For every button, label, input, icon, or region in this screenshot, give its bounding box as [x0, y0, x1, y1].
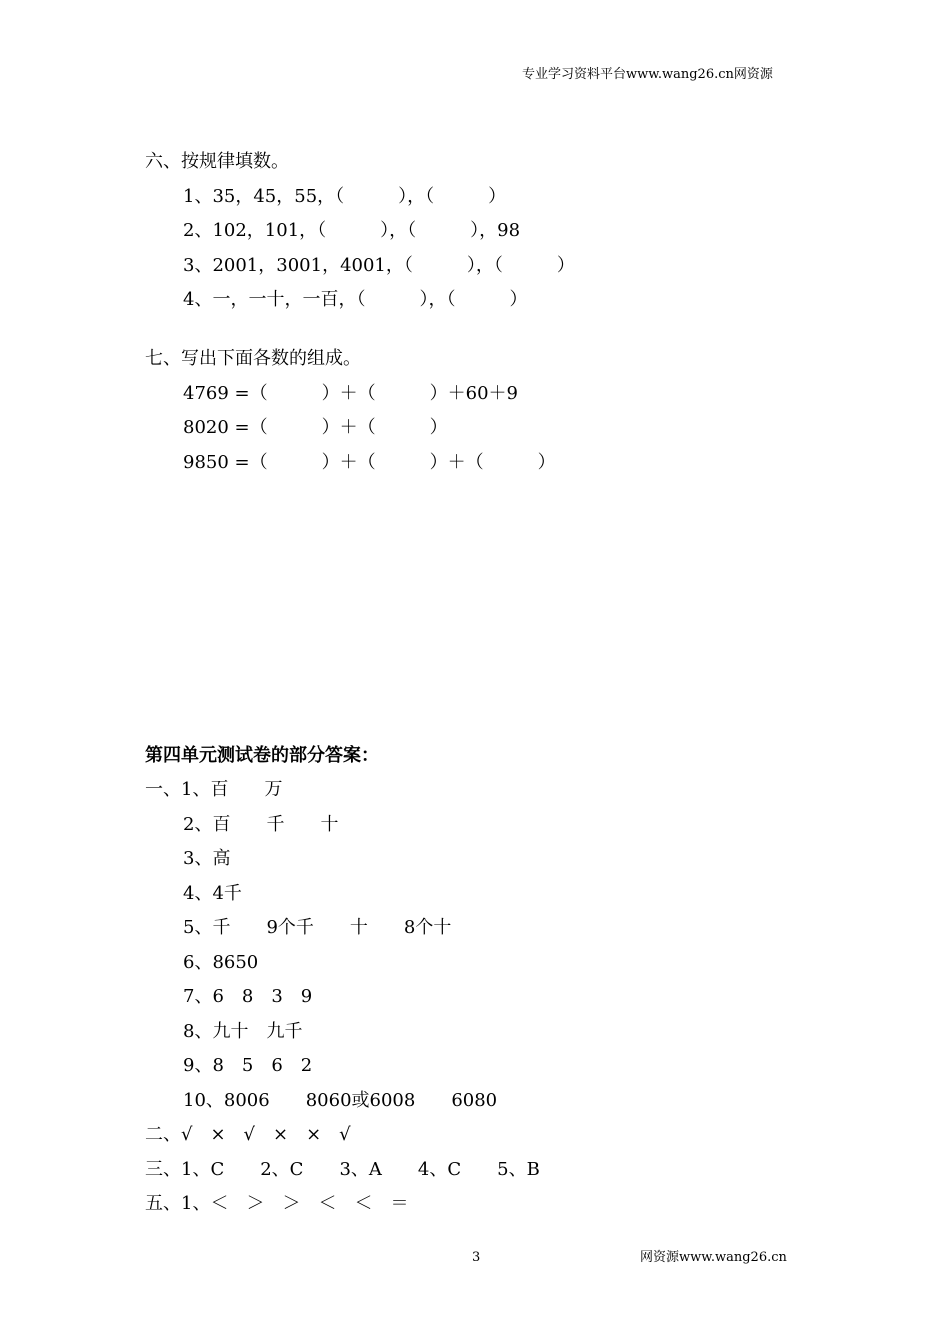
answer-part-2: 二、√ × √ × × √: [145, 1124, 351, 1145]
answer-item: 2、百 千 十: [183, 814, 339, 835]
page-header: 专业学习资料平台www.wang26.cn网资源: [522, 67, 773, 82]
answer-item: 8、九十 九千: [183, 1021, 303, 1042]
section-7-item: 9850 =（ ）＋（ ）＋（ ）: [183, 452, 556, 473]
section-7-item: 8020 =（ ）＋（ ）: [183, 417, 448, 438]
section-6-item: 2、102，101，（ ），（ ），98: [183, 220, 521, 241]
answer-part-5: 五、1、＜ ＞ ＞ ＜ ＜ ＝: [145, 1193, 409, 1214]
answer-part-3: 三、1、C 2、C 3、A 4、C 5、B: [145, 1159, 540, 1180]
answer-part-1: 一、1、百 万: [145, 779, 283, 800]
section-6-item: 1、35，45，55，（ ），（ ）: [183, 186, 507, 207]
answers-title: 第四单元测试卷的部分答案：: [145, 745, 379, 766]
footer-source: 网资源www.wang26.cn: [640, 1250, 787, 1265]
section-6-title: 六、按规律填数。: [145, 151, 289, 172]
answer-item: 3、高: [183, 848, 231, 869]
answer-item: 6、8650: [183, 952, 259, 973]
section-6-item: 4、一，一十，一百，（ ），（ ）: [183, 289, 528, 310]
section-7-title: 七、写出下面各数的组成。: [145, 348, 361, 369]
section-6-item: 3、2001，3001，4001，（ ），（ ）: [183, 255, 575, 276]
answer-item: 10、8006 8060或6008 6080: [183, 1090, 498, 1111]
page-number: 3: [472, 1250, 481, 1265]
answer-item: 7、6 8 3 9: [183, 986, 313, 1007]
answer-item: 9、8 5 6 2: [183, 1055, 313, 1076]
answer-item: 4、4千: [183, 883, 242, 904]
answer-item: 5、千 9个千 十 8个十: [183, 917, 452, 938]
section-7-item: 4769 =（ ）＋（ ）＋60＋9: [183, 383, 518, 404]
